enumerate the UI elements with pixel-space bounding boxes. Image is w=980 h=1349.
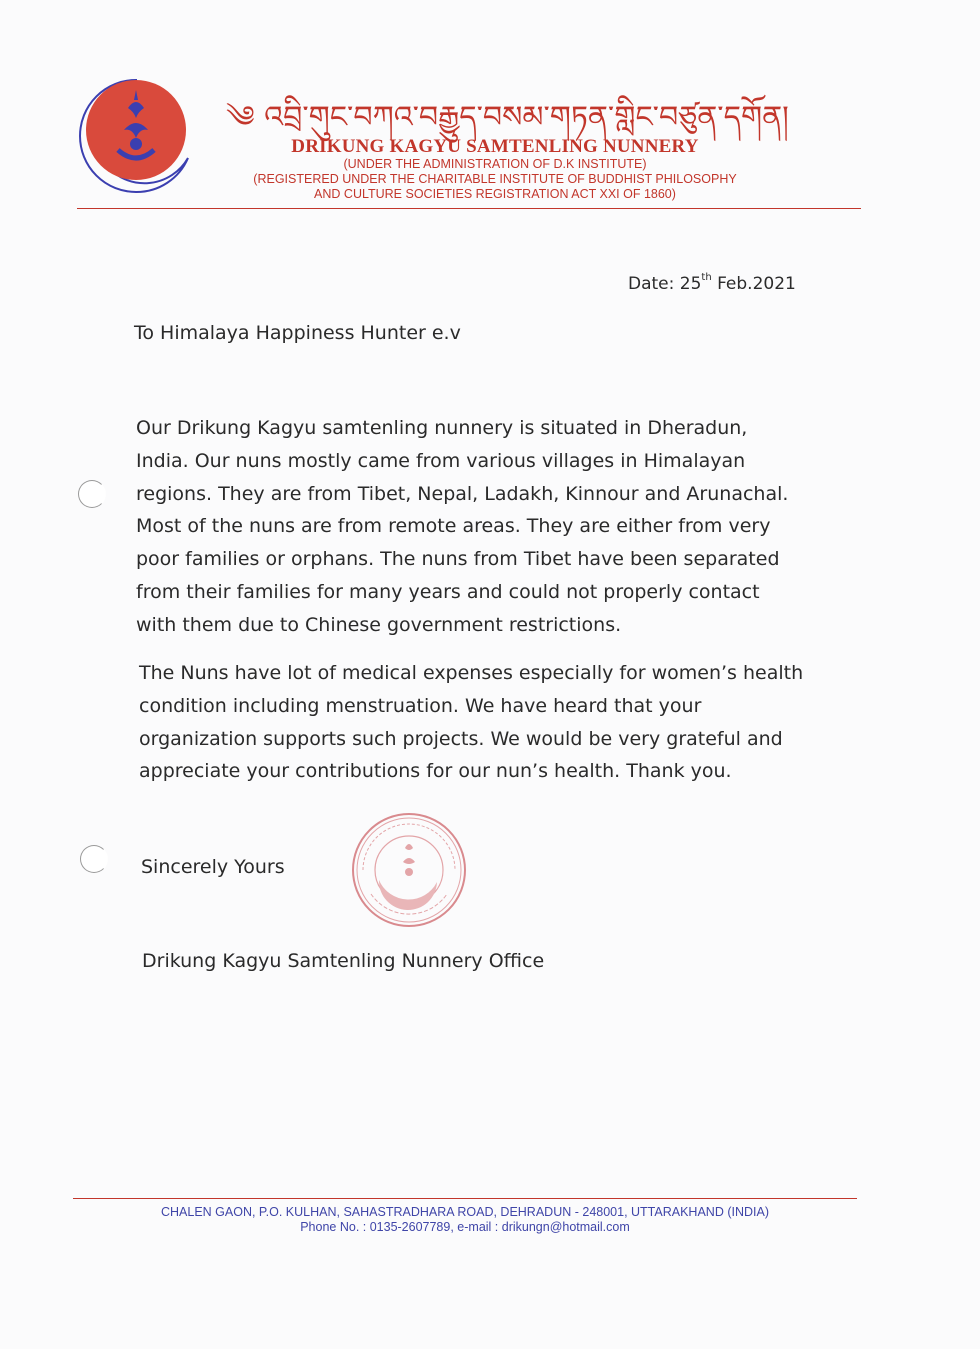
sender-signature: Drikung Kagyu Samtenling Nunnery Office: [142, 950, 545, 972]
paragraph-line: organization supports such projects. We would be very grateful and: [139, 727, 783, 750]
paragraph-1: [136, 412, 816, 642]
recipient: To Himalaya Happiness Hunter e.v: [134, 322, 461, 344]
paragraph-line: with them due to Chinese government restrictions.: [136, 613, 622, 636]
tibetan-title: ༄ འབྲི་གུང་བཀའ་བརྒྱུད་བསམ་གཏན་གླིང་བཙུན་དགོན།: [226, 100, 789, 135]
paragraph-line: India. Our nuns mostly came from various villages in Himalayan: [136, 449, 746, 472]
footer-divider: [73, 1198, 857, 1199]
org-name: DRIKUNG KAGYU SAMTENLING NUNNERY: [291, 136, 699, 157]
closing: Sincerely Yours: [141, 856, 285, 878]
header-divider: [77, 208, 861, 209]
registration-line-2: AND CULTURE SOCIETIES REGISTRATION ACT XXI OF 1860): [314, 187, 676, 201]
paragraph-line: from their families for many years and could not properly contact: [136, 580, 760, 603]
paragraph-line: regions. They are from Tibet, Nepal, Ladakh, Kinnour and Arunachal.: [136, 482, 789, 505]
letter-date: Date: 25th Feb.2021: [628, 272, 796, 294]
punch-hole-top: [78, 480, 106, 508]
paragraph-line: Most of the nuns are from remote areas. They are either from very: [136, 515, 771, 538]
paragraph-2: [139, 657, 819, 788]
paragraph-line: appreciate your contributions for our nun’s health. Thank you.: [139, 760, 732, 783]
red-circle-crescent-emblem-icon: [78, 78, 194, 194]
paragraph-line: condition including menstruation. We have heard that your: [139, 694, 702, 717]
paragraph-line: The Nuns have lot of medical expenses especially for women’s health: [139, 662, 804, 684]
paragraph-line: poor families or orphans. The nuns from Tibet have been separated: [136, 548, 780, 571]
footer-contact: Phone No. : 0135-2607789, e-mail : drikungn@hotmail.com: [300, 1220, 630, 1234]
red-stamp-seal-icon: [349, 810, 469, 930]
footer-address: CHALEN GAON, P.O. KULHAN, SAHASTRADHARA ROAD, DEHRADUN - 248001, UTTARAKHAND (INDIA): [160, 1205, 769, 1219]
punch-hole-bottom: [80, 845, 108, 873]
paragraph-line: Our Drikung Kagyu samtenling nunnery is situated in Dheradun,: [136, 417, 748, 439]
administration-line: (UNDER THE ADMINISTRATION OF D.K INSTITUTE): [343, 157, 647, 171]
registration-line-1: (REGISTERED UNDER THE CHARITABLE INSTITUTE OF BUDDHIST PHILOSOPHY: [253, 172, 737, 186]
